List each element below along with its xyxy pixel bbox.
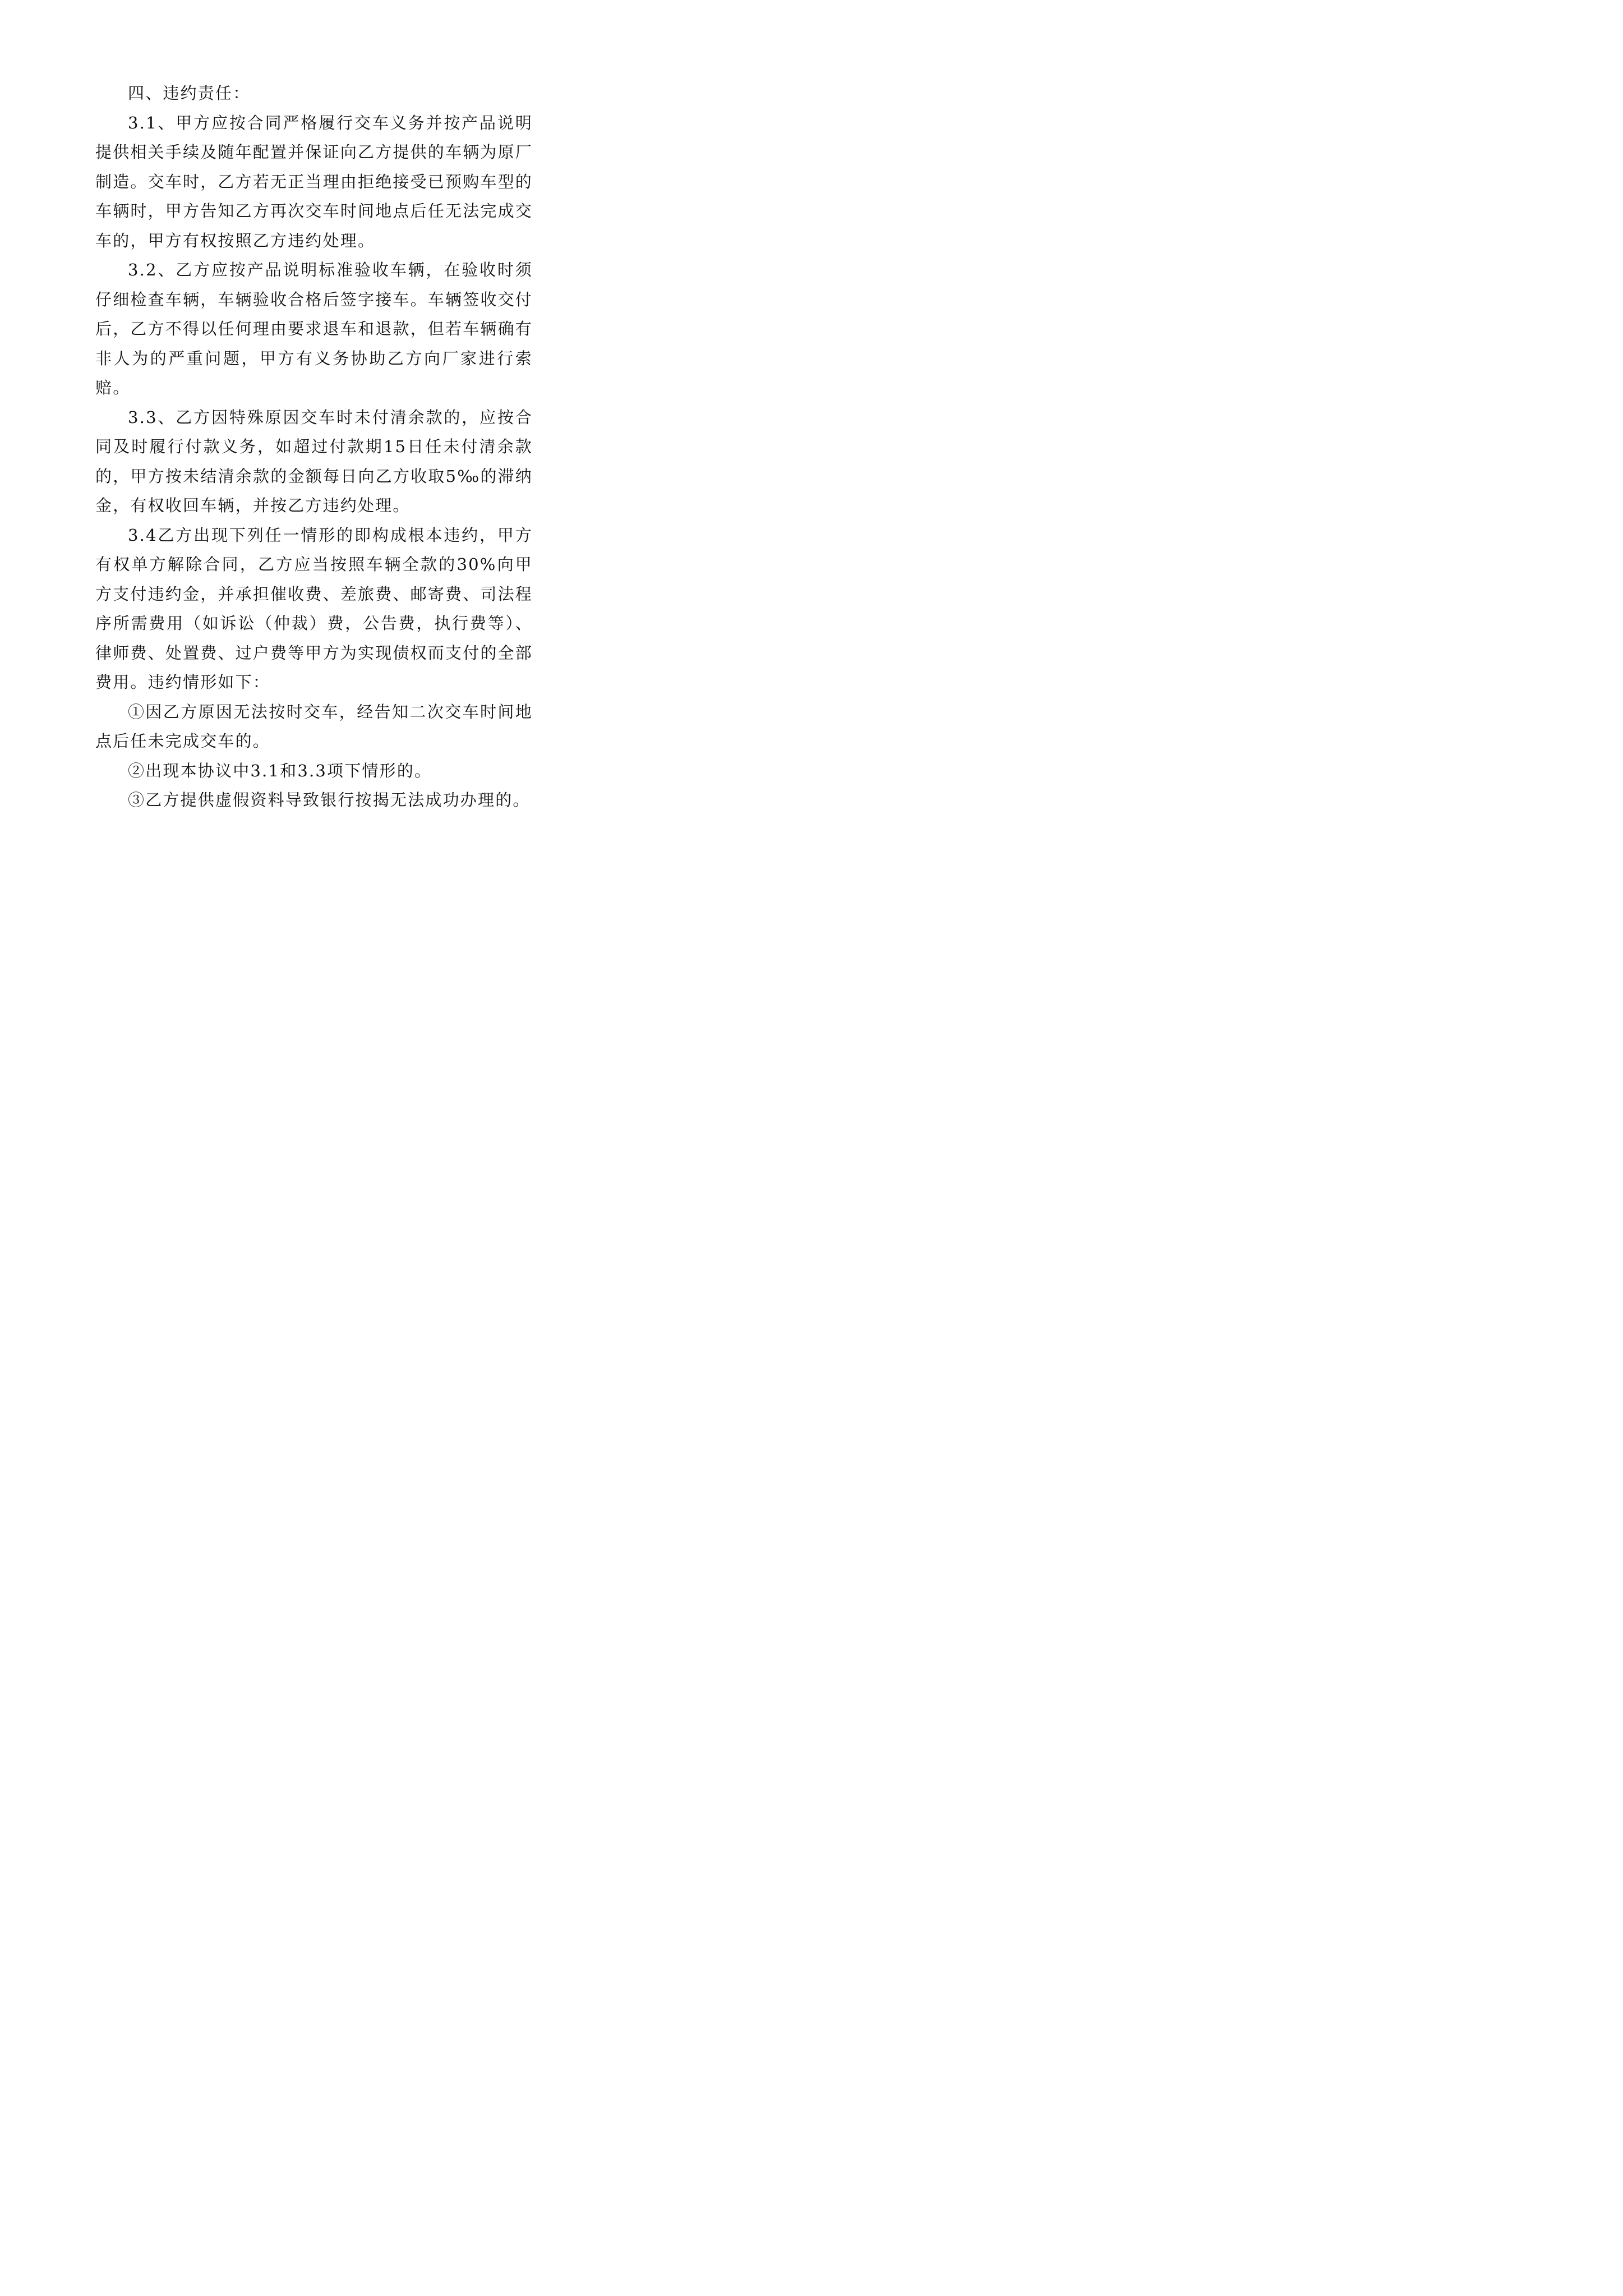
breach-item-2: ②出现本协议中3.1和3.3项下情形的。	[128, 761, 432, 780]
breach-item-1: ①因乙方原因无法按时交车，经告知二次交车时间地点后任未完成交车的。	[95, 702, 533, 751]
clause-3-3: 3.3、乙方因特殊原因交车时未付清余款的，应按合同及时履行付款义务，如超过付款期15日任未付清余款的，甲方按未结清余款的金额每日向乙方收取5‰的滞纳金，有权收回车辆，并按乙方违约处理。	[95, 407, 533, 515]
clause-3-4: 3.4乙方出现下列任一情形的即构成根本违约，甲方有权单方解除合同，乙方应当按照车辆全款的30%向甲方支付违约金，并承担催收费、差旅费、邮寄费、司法程序所需费用（如诉讼（仲裁）费，公告费，执行费等）、律师费、处置费、过户费等甲方为实现债权而支付的全部费用。违约情形如下：	[95, 525, 533, 692]
document-page	[0, 0, 617, 873]
document-body	[95, 79, 533, 815]
breach-item-3: ③乙方提供虚假资料导致银行按揭无法成功办理的。	[128, 790, 531, 809]
section-heading: 四、违约责任：	[128, 84, 251, 103]
clause-3-1: 3.1、甲方应按合同严格履行交车义务并按产品说明提供相关手续及随年配置并保证向乙方提供的车辆为原厂制造。交车时，乙方若无正当理由拒绝接受已预购车型的车辆时，甲方告知乙方再次交车时间地点后任无法完成交车的，甲方有权按照乙方违约处理。	[95, 113, 533, 250]
clause-3-2: 3.2、乙方应按产品说明标准验收车辆，在验收时须仔细检查车辆，车辆验收合格后签字接车。车辆签收交付后，乙方不得以任何理由要求退车和退款，但若车辆确有非人为的严重问题，甲方有义务协助乙方向厂家进行索赔。	[95, 260, 533, 397]
